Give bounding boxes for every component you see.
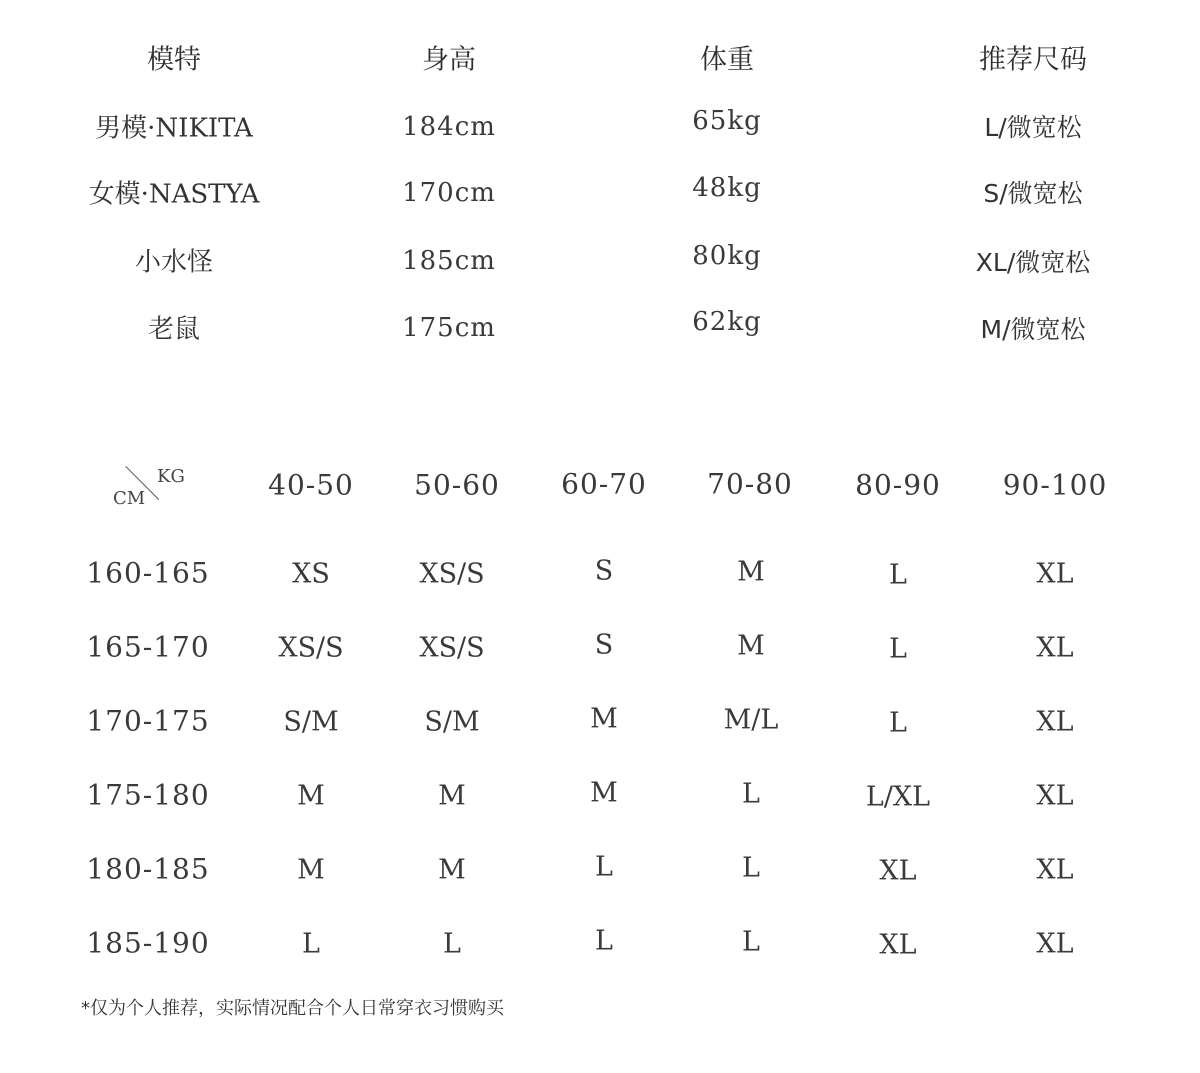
size-cell: S/M (424, 706, 480, 738)
height-range-label: 165-170 (86, 630, 210, 664)
model-name: 小水怪 (134, 247, 214, 278)
size-cell: M (438, 854, 466, 886)
weight-range-header: 90-100 (1002, 468, 1108, 502)
size-cell: L (889, 559, 907, 591)
size-cell: L (889, 633, 907, 665)
model-name: 老鼠 (147, 314, 201, 345)
size-cell: XL (1036, 928, 1074, 960)
size-cell: M (590, 703, 618, 735)
size-cell: M (438, 780, 466, 812)
height-range-label: 180-185 (86, 852, 210, 886)
weight-range-header: 80-90 (855, 468, 941, 502)
size-cell: M (297, 854, 325, 886)
size-cell: M/L (723, 704, 779, 736)
model-weight: 65kg (692, 106, 762, 136)
size-cell: XS/S (278, 632, 344, 664)
size-cell: XL (1036, 780, 1074, 812)
size-cell: M (297, 780, 325, 812)
size-cell: XS (292, 558, 330, 590)
disclaimer-footnote: *仅为个人推荐，实际情况配合个人日常穿衣习惯购买 (81, 998, 504, 1019)
model-height: 185cm (402, 246, 496, 276)
size-cell: XS/S (419, 558, 485, 590)
size-cell: S/M (283, 706, 339, 738)
height-column-header: 身高 (422, 44, 476, 76)
weight-range-header: 50-60 (414, 468, 500, 502)
weight-range-header: 70-80 (707, 467, 793, 501)
model-size: XL/微宽松 (975, 248, 1091, 277)
size-cell: XL (879, 929, 917, 961)
height-range-label: 185-190 (86, 926, 210, 960)
size-cell: L (742, 852, 760, 884)
model-weight: 48kg (692, 173, 762, 203)
size-cell: XL (1036, 854, 1074, 886)
model-height: 175cm (402, 313, 496, 343)
weight-range-header: 60-70 (561, 467, 647, 501)
size-cell: L (889, 707, 907, 739)
height-range-label: 175-180 (86, 778, 210, 812)
size-cell: XS/S (419, 632, 485, 664)
recommended-size-column-header: 推荐尺码 (979, 44, 1087, 76)
size-cell: L (595, 925, 613, 957)
model-column-header: 模特 (147, 44, 201, 76)
size-cell: S (594, 555, 614, 587)
model-size: M/微宽松 (980, 315, 1086, 344)
size-cell: XL (1036, 558, 1074, 590)
weight-unit-label: KG (157, 466, 185, 487)
model-weight: 62kg (692, 307, 762, 337)
model-size: S/微宽松 (983, 179, 1083, 208)
model-size: L/微宽松 (984, 113, 1082, 142)
model-name: 男模·NIKITA (95, 113, 253, 144)
size-cell: S (594, 629, 614, 661)
size-cell: L (443, 928, 461, 960)
size-cell: L/XL (865, 781, 931, 813)
model-name: 女模·NASTYA (88, 179, 260, 210)
height-unit-label: CM (113, 488, 146, 509)
size-cell: L (595, 851, 613, 883)
size-cell: XL (879, 855, 917, 887)
model-weight: 80kg (692, 241, 762, 271)
size-cell: XL (1036, 706, 1074, 738)
weight-column-header: 体重 (700, 44, 754, 76)
height-range-label: 170-175 (86, 704, 210, 738)
size-cell: M (737, 630, 765, 662)
model-height: 170cm (402, 178, 496, 208)
weight-range-header: 40-50 (268, 468, 354, 502)
model-height: 184cm (402, 112, 496, 142)
size-cell: L (302, 928, 320, 960)
size-cell: XL (1036, 632, 1074, 664)
size-cell: L (742, 778, 760, 810)
size-cell: L (742, 926, 760, 958)
size-cell: M (737, 556, 765, 588)
size-cell: M (590, 777, 618, 809)
height-range-label: 160-165 (86, 556, 210, 590)
